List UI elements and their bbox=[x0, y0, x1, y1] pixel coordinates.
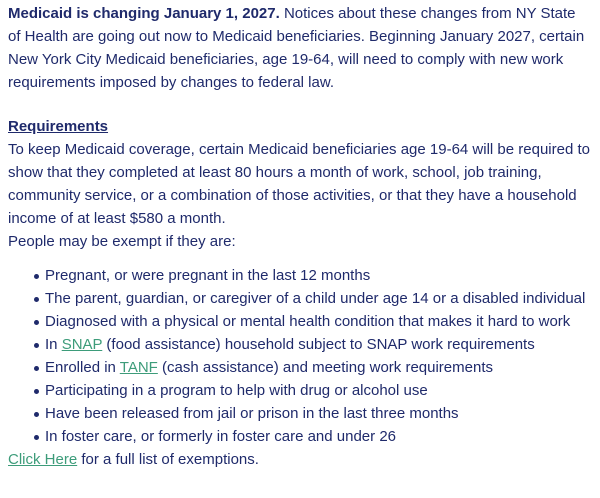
exemptions-list bbox=[8, 264, 590, 448]
intro-headline: Medicaid is changing January 1, 2027. bbox=[8, 5, 280, 22]
exemption-snap-prefix: In bbox=[45, 336, 62, 353]
snap-link[interactable]: SNAP bbox=[61, 336, 103, 353]
footer-line bbox=[8, 448, 590, 471]
list-item bbox=[34, 402, 590, 425]
exemption-caregiver: The parent, guardian, or caregiver of a child under age 14 or a disabled individual bbox=[45, 290, 586, 307]
list-item bbox=[34, 287, 590, 310]
click-here-link[interactable]: Click Here bbox=[8, 451, 78, 468]
exemption-snap-suffix: (food assistance) household subject to SNAP work requirements bbox=[102, 336, 535, 353]
requirements-heading: Requirements bbox=[8, 118, 109, 135]
list-item bbox=[34, 333, 590, 356]
exemption-tanf-suffix: (cash assistance) and meeting work requirements bbox=[157, 359, 493, 376]
list-item bbox=[34, 379, 590, 402]
intro-paragraph bbox=[8, 2, 590, 94]
requirements-paragraph: To keep Medicaid coverage, certain Medicaid beneficiaries age 19-64 will be required to show that they completed at least 80 hours a month of work, school, job training, community service, or a combination of those activities, or that they have a household income of at least $580 a month. bbox=[8, 141, 590, 227]
footer-text: for a full list of exemptions. bbox=[77, 451, 259, 468]
tanf-link[interactable]: TANF bbox=[119, 359, 158, 376]
list-item bbox=[34, 425, 590, 448]
list-item bbox=[34, 310, 590, 333]
intro-text: Notices about these changes from NY State of Health are going out now to Medicaid beneficiaries. Beginning January 2027, certain New York City Medicaid beneficiaries, age 19-64, will need to comply with new work requirements imposed by changes to federal law. bbox=[8, 5, 585, 91]
exempt-intro: People may be exempt if they are: bbox=[8, 233, 236, 250]
list-item bbox=[34, 264, 590, 287]
exemption-pregnant: Pregnant, or were pregnant in the last 12 months bbox=[45, 267, 371, 284]
exemption-treatment-program: Participating in a program to help with drug or alcohol use bbox=[45, 382, 428, 399]
exemption-tanf-prefix: Enrolled in bbox=[45, 359, 120, 376]
exemption-released: Have been released from jail or prison in the last three months bbox=[45, 405, 459, 422]
list-item bbox=[34, 356, 590, 379]
exemption-health-condition: Diagnosed with a physical or mental health condition that makes it hard to work bbox=[45, 313, 571, 330]
exemption-foster-care: In foster care, or formerly in foster care and under 26 bbox=[45, 428, 396, 445]
